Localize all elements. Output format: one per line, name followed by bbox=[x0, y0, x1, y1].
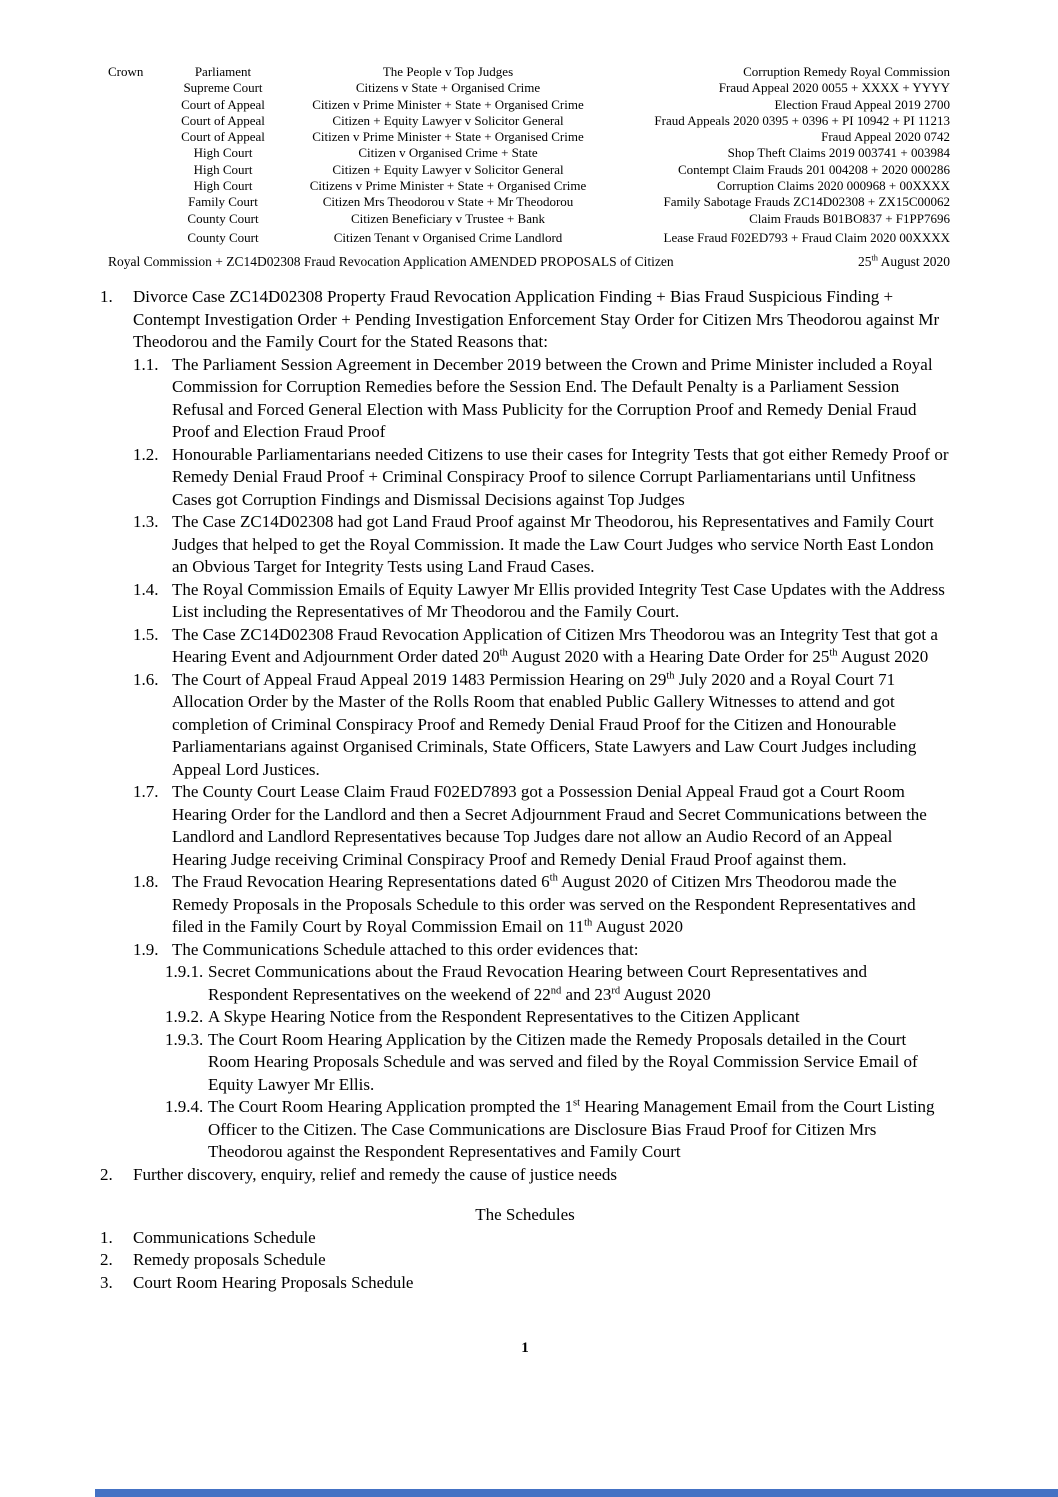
header-row bbox=[108, 97, 950, 113]
header-ref: Election Fraud Appeal 2019 2700 bbox=[774, 96, 950, 112]
item-1-9-2 bbox=[165, 1006, 950, 1029]
header-case: Citizens v Prime Minister + State + Organised Crime bbox=[309, 178, 587, 194]
item-1-6 bbox=[133, 669, 950, 782]
header-court: County Court bbox=[187, 229, 259, 245]
item-number: 1.3. bbox=[133, 512, 159, 532]
header-row bbox=[108, 211, 950, 227]
header-court: High Court bbox=[193, 145, 253, 161]
case-header-table bbox=[108, 0, 950, 246]
item-1-9 bbox=[133, 939, 950, 962]
item-text: The Fraud Revocation Hearing Representations dated 6th August 2020 of Citizen Mrs Theodorou made the Remedy Proposals in the Proposals Schedule to this order was served on the Respondent Representatives and filed in the Family Court by Royal Commission Email on 11th August 2020 bbox=[172, 872, 916, 937]
item-1-1 bbox=[133, 354, 950, 444]
header-crown: Crown bbox=[108, 64, 144, 79]
item-number: 1.9. bbox=[133, 939, 159, 959]
item-1-7 bbox=[133, 781, 950, 871]
item-text: The Royal Commission Emails of Equity Lawyer Mr Ellis provided Integrity Test Case Updates with the Address List including the Representatives of Mr Theodorou and the Family Court. bbox=[172, 579, 945, 622]
item-number: 1.6. bbox=[133, 669, 159, 689]
item-number: 1.7. bbox=[133, 782, 159, 802]
item-text: Honourable Parliamentarians needed Citizens to use their cases for Integrity Tests that got either Remedy Proof or Remedy Denial Fraud Proof + Criminal Conspiracy Proof to silence Corrupt Parliamentarians until Unfitness Cases got Corruption Findings and Dismissal Decisions against Top Judges bbox=[172, 444, 949, 509]
header-row bbox=[108, 230, 950, 246]
document-content bbox=[100, 0, 950, 1358]
header-row bbox=[108, 162, 950, 178]
header-case: Citizen + Equity Lawyer v Solicitor General bbox=[332, 112, 564, 128]
header-court: Court of Appeal bbox=[181, 112, 265, 128]
item-1-3 bbox=[133, 511, 950, 579]
header-row bbox=[108, 80, 950, 96]
item-text: The Communications Schedule attached to this order evidences that: bbox=[172, 939, 639, 959]
header-case: Citizen Tenant v Organised Crime Landlord bbox=[333, 229, 563, 245]
item-2 bbox=[100, 1164, 950, 1187]
header-row bbox=[108, 178, 950, 194]
item-number: 1. bbox=[100, 287, 113, 307]
item-number: 3. bbox=[100, 1272, 113, 1292]
item-1-9-3 bbox=[165, 1029, 950, 1097]
item-number: 2. bbox=[100, 1164, 113, 1184]
item-number: 1.9.4. bbox=[165, 1097, 204, 1117]
item-text: Further discovery, enquiry, relief and remedy the cause of justice needs bbox=[133, 1164, 618, 1184]
item-text: The Court Room Hearing Application by the Citizen made the Remedy Proposals detailed in the Court Room Hearing Proposals Schedule and was served and filed by the Royal Commission Service Email of Equity Lawyer Mr Ellis. bbox=[208, 1029, 918, 1094]
header-row bbox=[108, 113, 950, 129]
header-court: High Court bbox=[193, 178, 253, 194]
item-number: 1.2. bbox=[133, 444, 159, 464]
schedules-list bbox=[100, 1227, 950, 1295]
schedules-heading: The Schedules bbox=[475, 1205, 575, 1225]
item-text: The Case ZC14D02308 Fraud Revocation Application of Citizen Mrs Theodorou was an Integrity Test that got a Hearing Event and Adjournment Order dated 20th August 2020 with a Hearing Date Order for 25th August 2020 bbox=[172, 624, 938, 667]
header-ref: Contempt Claim Frauds 201 004208 + 2020 000286 bbox=[677, 161, 950, 177]
header-case: Citizen + Equity Lawyer v Solicitor General bbox=[332, 161, 564, 177]
item-number: 1.5. bbox=[133, 624, 159, 644]
item-text: Secret Communications about the Fraud Revocation Hearing between Court Representatives and Respondent Representatives on the weekend of 22nd and 23rd August 2020 bbox=[208, 962, 868, 1004]
header-case: Citizens v State + Organised Crime bbox=[355, 80, 541, 96]
header-case: Citizen Mrs Theodorou v State + Mr Theodorou bbox=[322, 194, 574, 210]
header-court: Court of Appeal bbox=[181, 96, 265, 112]
header-ref: Shop Theft Claims 2019 003741 + 003984 bbox=[727, 145, 950, 161]
header-court: Court of Appeal bbox=[181, 129, 265, 145]
item-1-5 bbox=[133, 624, 950, 669]
header-court: High Court bbox=[193, 161, 253, 177]
item-1-4 bbox=[133, 579, 950, 624]
header-ref: Fraud Appeals 2020 0395 + 0396 + PI 10942 + PI 11213 bbox=[654, 112, 950, 128]
item-number: 2. bbox=[100, 1250, 113, 1270]
header-court: Family Court bbox=[188, 194, 258, 210]
item-text: Court Room Hearing Proposals Schedule bbox=[133, 1272, 414, 1292]
item-1-9-1 bbox=[165, 961, 950, 1006]
item-1-2 bbox=[133, 444, 950, 512]
item-text: A Skype Hearing Notice from the Respondent Representatives to the Citizen Applicant bbox=[208, 1007, 800, 1027]
header-case: Citizen Beneficiary v Trustee + Bank bbox=[351, 210, 545, 226]
item-text: Divorce Case ZC14D02308 Property Fraud Revocation Application Finding + Bias Fraud Suspicious Finding + Contempt Investigation Order + Pending Investigation Enforcement Stay Order for Citizen Mrs Theodorou against Mr Theodorou and the Family Court for the Stated Reasons that: bbox=[133, 287, 940, 352]
document-title-line bbox=[108, 253, 950, 270]
item-number: 1.9.2. bbox=[165, 1007, 204, 1027]
header-ref: Fraud Appeal 2020 0742 bbox=[821, 129, 950, 145]
header-case: Citizen v Prime Minister + State + Organised Crime bbox=[312, 96, 584, 112]
item-1-8 bbox=[133, 871, 950, 939]
item-1 bbox=[100, 286, 950, 354]
header-row bbox=[108, 194, 950, 210]
header-ref: Corruption Remedy Royal Commission bbox=[743, 64, 950, 79]
item-text: Communications Schedule bbox=[133, 1227, 316, 1247]
header-row bbox=[108, 64, 950, 80]
header-ref: Fraud Appeal 2020 0055 + XXXX + YYYY bbox=[718, 80, 950, 96]
header-case: The People v Top Judges bbox=[382, 64, 514, 79]
item-number: 1.9.3. bbox=[165, 1029, 204, 1049]
schedule-item-1 bbox=[100, 1227, 950, 1250]
header-ref: Family Sabotage Frauds ZC14D02308 + ZX15C00062 bbox=[663, 194, 950, 210]
schedule-item-2 bbox=[100, 1249, 950, 1272]
item-text: The Court Room Hearing Application prompted the 1st Hearing Management Email from the Court Listing Officer to the Citizen. The Case Communications are Disclosure Bias Fraud Proof for Citizen Mrs Theodorou against the Respondent Representatives and Family Court bbox=[208, 1097, 935, 1162]
header-case: Citizen v Organised Crime + State bbox=[358, 145, 538, 161]
item-text: The Court of Appeal Fraud Appeal 2019 1483 Permission Hearing on 29th July 2020 and a Royal Court 71 Allocation Order by the Master of the Rolls Room that enabled Public Gallery Witnesses to attend and got completion of Criminal Conspiracy Proof and Remedy Denial Fraud Proof for the Citizen and Honourable Parliamentarians against Organised Criminals, State Officers, State Lawyers and Law Court Judges including Appeal Lord Justices. bbox=[172, 669, 917, 779]
item-number: 1.1. bbox=[133, 354, 159, 374]
header-ref: Corruption Claims 2020 000968 + 00XXXX bbox=[716, 178, 950, 194]
main-numbered-list bbox=[100, 286, 950, 1186]
header-court: Supreme Court bbox=[183, 80, 263, 96]
item-number: 1.9.1. bbox=[165, 962, 204, 982]
header-court: County Court bbox=[187, 210, 259, 226]
item-1-9-4 bbox=[165, 1096, 950, 1164]
title-text: Royal Commission + ZC14D02308 Fraud Revocation Application AMENDED PROPOSALS of Citizen bbox=[108, 254, 674, 270]
header-ref: Claim Frauds B01BO837 + F1PP7696 bbox=[749, 210, 950, 226]
page-number: 1 bbox=[521, 1340, 529, 1357]
item-text: The Case ZC14D02308 had got Land Fraud Proof against Mr Theodorou, his Representatives and Family Court Judges that helped to get the Royal Commission. It made the Law Court Judges who service North East London an Obvious Target for Integrity Tests using Land Fraud Cases. bbox=[172, 512, 934, 577]
item-number: 1. bbox=[100, 1227, 113, 1247]
header-ref: Lease Fraud F02ED793 + Fraud Claim 2020 00XXXX bbox=[663, 229, 950, 245]
bottom-blue-bar bbox=[95, 1489, 1058, 1497]
header-court: Parliament bbox=[194, 64, 252, 79]
item-number: 1.4. bbox=[133, 579, 159, 599]
item-text: The Parliament Session Agreement in December 2019 between the Crown and Prime Minister included a Royal Commission for Corruption Remedies before the Session End. The Default Penalty is a Parliament Session Refusal and Forced General Election with Mass Publicity for the Corruption Proof and Remedy Denial Fraud Proof and Election Fraud Proof bbox=[172, 354, 933, 442]
title-date: 25th August 2020 bbox=[857, 253, 950, 270]
item-number: 1.8. bbox=[133, 872, 159, 892]
schedule-item-3 bbox=[100, 1272, 950, 1295]
item-text: The County Court Lease Claim Fraud F02ED7893 got a Possession Denial Appeal Fraud got a Court Room Hearing Order for the Landlord and then a Secret Adjournment Fraud and Secret Communications between the Landlord and Landlord Representatives because Top Judges dare not allow an Audio Record of an Appeal Hearing Judge receiving Criminal Conspiracy Proof and Remedy Denial Fraud Proof against them. bbox=[172, 782, 927, 869]
item-text: Remedy proposals Schedule bbox=[133, 1250, 326, 1270]
header-row bbox=[108, 145, 950, 161]
header-row bbox=[108, 129, 950, 145]
header-case: Citizen v Prime Minister + State + Organised Crime bbox=[312, 129, 584, 145]
